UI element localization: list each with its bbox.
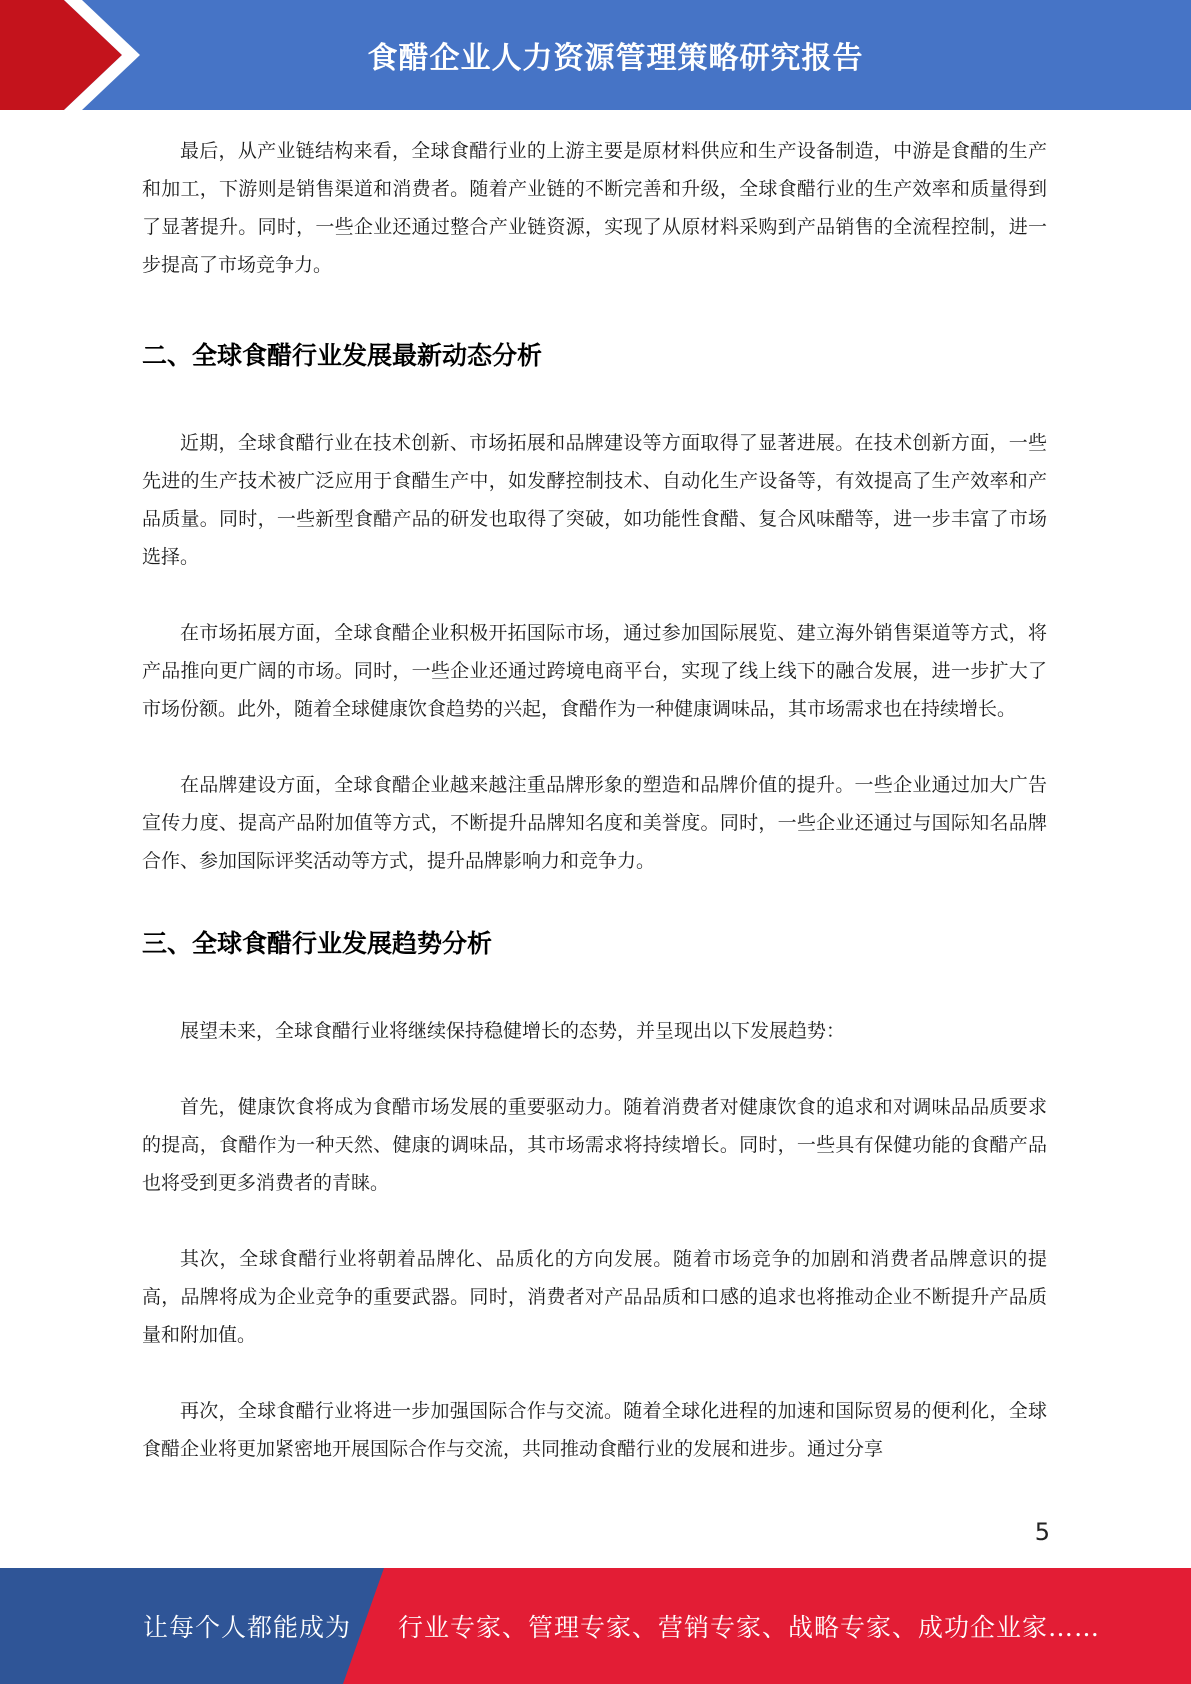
footer-slogan-left: 让每个人都能成为 xyxy=(143,1613,352,1642)
paragraph-trend-cooperation: 再次，全球食醋行业将进一步加强国际合作与交流。随着全球化进程的加速和国际贸易的便利化，全球食醋企业将更加紧密地开展国际合作与交流，共同推动食醋行业的发展和进步。通过分享 xyxy=(142,1400,1047,1460)
report-title: 食醋企业人力资源管理策略研究报告 xyxy=(367,41,864,76)
paragraph-recent-progress: 近期，全球食醋行业在技术创新、市场拓展和品牌建设等方面取得了显著进展。在技术创新方面，一些先进的生产技术被广泛应用于食醋生产中，如发酵控制技术、自动化生产设备等，有效提高了生产效率和产品质量。同时，一些新型食醋产品的研发也取得了突破，如功能性食醋、复合风味醋等，进一步丰富了市场选择。 xyxy=(142,432,1047,568)
paragraph-trend-branding: 其次，全球食醋行业将朝着品牌化、品质化的方向发展。随着市场竞争的加剧和消费者品牌意识的提高，品牌将成为企业竞争的重要武器。同时，消费者对产品品质和口感的追求也将推动企业不断提升产品质量和附加值。 xyxy=(142,1248,1047,1346)
section-heading-trends: 三、全球食醋行业发展趋势分析 xyxy=(142,929,493,958)
page-header xyxy=(0,0,1191,110)
paragraph-market-expansion: 在市场拓展方面，全球食醋企业积极开拓国际市场，通过参加国际展览、建立海外销售渠道等方式，将产品推向更广阔的市场。同时，一些企业还通过跨境电商平台，实现了线上线下的融合发展，进一步扩大了市场份额。此外，随着全球健康饮食趋势的兴起，食醋作为一种健康调味品，其市场需求也在持续增长。 xyxy=(142,622,1047,720)
document-body xyxy=(142,132,1047,1468)
paragraph-trend-health: 首先，健康饮食将成为食醋市场发展的重要驱动力。随着消费者对健康饮食的追求和对调味品品质要求的提高，食醋作为一种天然、健康的调味品，其市场需求将持续增长。同时，一些具有保健功能的食醋产品也将受到更多消费者的青睐。 xyxy=(142,1096,1047,1194)
page-number: 5 xyxy=(1034,1518,1050,1546)
footer-slogan-right: 行业专家、管理专家、营销专家、战略专家、成功企业家…… xyxy=(398,1613,1101,1642)
section-heading-latest-dynamics: 二、全球食醋行业发展最新动态分析 xyxy=(142,341,543,370)
paragraph-industry-chain: 最后，从产业链结构来看，全球食醋行业的上游主要是原材料供应和生产设备制造，中游是食醋的生产和加工，下游则是销售渠道和消费者。随着产业链的不断完善和升级，全球食醋行业的生产效率和质量得到了显著提升。同时，一些企业还通过整合产业链资源，实现了从原材料采购到产品销售的全流程控制，进一步提高了市场竞争力。 xyxy=(142,140,1047,276)
page-footer xyxy=(0,1568,1191,1684)
paragraph-brand-building: 在品牌建设方面，全球食醋企业越来越注重品牌形象的塑造和品牌价值的提升。一些企业通过加大广告宣传力度、提高产品附加值等方式，不断提升品牌知名度和美誉度。同时，一些企业还通过与国际知名品牌合作、参加国际评奖活动等方式，提升品牌影响力和竞争力。 xyxy=(142,774,1047,872)
paragraph-outlook: 展望未来，全球食醋行业将继续保持稳健增长的态势，并呈现出以下发展趋势： xyxy=(180,1020,846,1042)
